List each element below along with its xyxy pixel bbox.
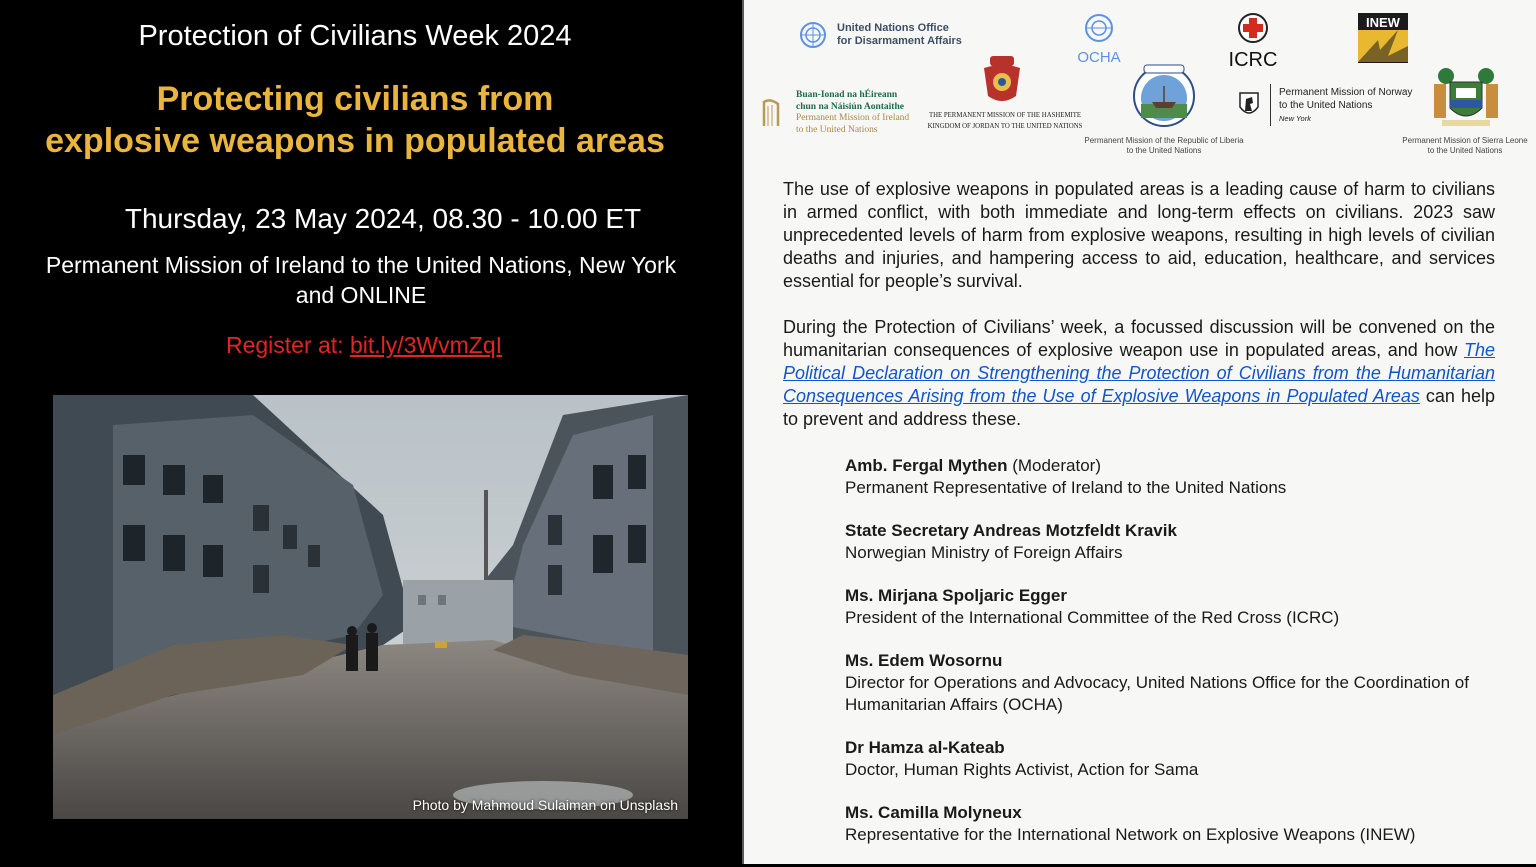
norway-line3: New York [1279, 113, 1311, 123]
speaker-name: State Secretary Andreas Motzfeldt Kravik [845, 521, 1177, 540]
speaker-item [845, 455, 1505, 499]
speaker-name: Ms. Camilla Molyneux [845, 803, 1022, 822]
destroyed-street-image [53, 395, 688, 819]
street-photo [53, 395, 688, 819]
event-venue [0, 250, 722, 310]
speaker-role: (Moderator) [1007, 456, 1101, 475]
unoda-line2: for Disarmament Affairs [837, 35, 962, 47]
intro-paragraph: The use of explosive weapons in populated areas is a leading cause of harm to civilians in armed conflict, with both immediate and long-term effects on civilians. 2023 saw unprecedented levels of harm from explosive weapons, resulting in high levels of civilian deaths and injuries, and hampering access to aid, education, healthcare, and services essential for people’s survival. [783, 179, 1495, 291]
venue-line1: Permanent Mission of Ireland to the United Nations, New York [45, 252, 677, 278]
speaker-list [845, 455, 1505, 867]
speaker-name: Dr Hamza al-Kateab [845, 738, 1005, 757]
register-link[interactable]: bit.ly/3WvmZqI [349, 332, 503, 358]
event-date: Thursday, 23 May 2024, 08.30 - 10.00 ET [124, 203, 642, 234]
ocha-emblem-icon [1083, 12, 1115, 44]
inew-burst-icon [1358, 30, 1408, 62]
sierra-line1: Permanent Mission of Sierra Leone [1402, 136, 1528, 145]
ireland-line4: to the United Nations [796, 124, 878, 135]
un-emblem-icon [797, 20, 829, 50]
speaker-title: Permanent Representative of Ireland to the United Nations [845, 478, 1287, 497]
speaker-title: President of the International Committee of the Red Cross (ICRC) [845, 608, 1340, 627]
inew-label: INEW [1366, 15, 1400, 30]
norway-line2: to the United Nations [1279, 99, 1373, 111]
political-declaration-link[interactable]: The Political Declaration on Strengthening the Protection of Civilians from the Humanitarian Consequences Arising from the Use of Explosive Weapons in Populated Areas [783, 340, 1495, 406]
inew-logo [1358, 13, 1408, 63]
liberia-seal [1130, 60, 1198, 130]
ocha-logo [1076, 12, 1122, 66]
sierra-leone-crest [1432, 66, 1500, 130]
register-label: Register at: [225, 332, 344, 358]
jordan-caption [922, 110, 1088, 132]
speaker-name: Ms. Mirjana Spoljaric Egger [845, 586, 1068, 605]
liberia-caption [1074, 136, 1254, 156]
left-panel [0, 0, 742, 864]
speaker-name: Ms. Edem Wosornu [845, 651, 1003, 670]
event-title-line2: explosive weapons in populated areas [45, 122, 665, 160]
discussion-text-start: During the Protection of Civilians’ week, a focussed discussion will be convened on the humanitarian consequences of explosive weapon use in populated areas, and how [783, 317, 1495, 360]
speaker-item [845, 737, 1505, 781]
speaker-name: Amb. Fergal Mythen [845, 456, 1008, 475]
jordan-crest [980, 54, 1024, 108]
venue-line2: and ONLINE [295, 282, 427, 308]
discussion-paragraph [783, 316, 1495, 431]
liberia-line2: to the United Nations [1126, 146, 1202, 155]
jordan-coat-of-arms-icon [980, 54, 1024, 108]
norway-logo [1238, 84, 1412, 126]
event-title-line1: Protecting civilians from [156, 80, 554, 118]
sierra-caption [1390, 136, 1536, 156]
red-cross-icon [1237, 12, 1269, 44]
norway-lion-icon [1238, 91, 1260, 119]
event-title [0, 78, 710, 162]
speaker-title: Norwegian Ministry of Foreign Affairs [845, 543, 1123, 562]
speaker-item [845, 650, 1505, 716]
liberia-line1: Permanent Mission of the Republic of Liberia [1084, 136, 1244, 145]
jordan-line2: KINGDOM OF JORDAN TO THE UNITED NATIONS [927, 123, 1083, 130]
sierra-line2: to the United Nations [1427, 146, 1503, 155]
ocha-label: OCHA [1077, 49, 1121, 66]
norway-line1: Permanent Mission of Norway [1279, 86, 1413, 98]
unoda-line1: United Nations Office [837, 22, 949, 34]
speaker-item [845, 585, 1505, 629]
ireland-line3: Permanent Mission of Ireland [796, 113, 910, 123]
ireland-line2: chun na Náisiún Aontaithe [796, 101, 904, 112]
sierra-leone-coat-of-arms-icon [1432, 66, 1500, 130]
ireland-line1: Buan-Ionad na hÉireann [796, 90, 898, 100]
speaker-item [845, 520, 1505, 564]
discussion-text-end: can help to prevent and address these. [783, 386, 1495, 429]
unoda-logo [797, 20, 962, 50]
icrc-logo [1228, 12, 1278, 72]
register-line [0, 332, 728, 359]
icrc-label: ICRC [1228, 49, 1278, 71]
speaker-item [845, 802, 1505, 846]
speaker-title: Doctor, Human Rights Activist, Action for Sama [845, 760, 1199, 779]
right-panel [744, 0, 1536, 864]
liberia-seal-icon [1130, 60, 1198, 130]
speaker-title: Representative for the International Network on Explosive Weapons (INEW) [845, 825, 1416, 844]
harp-icon [760, 96, 782, 130]
ireland-logo [760, 90, 909, 136]
week-title: Protection of Civilians Week 2024 [138, 20, 572, 52]
jordan-line1: THE PERMANENT MISSION OF THE HASHEMITE [928, 112, 1082, 119]
speaker-title: Director for Operations and Advocacy, United Nations Office for the Coordination of Humanitarian Affairs (OCHA) [845, 673, 1469, 714]
photo-credit: Photo by Mahmoud Sulaiman on Unsplash [412, 797, 678, 813]
